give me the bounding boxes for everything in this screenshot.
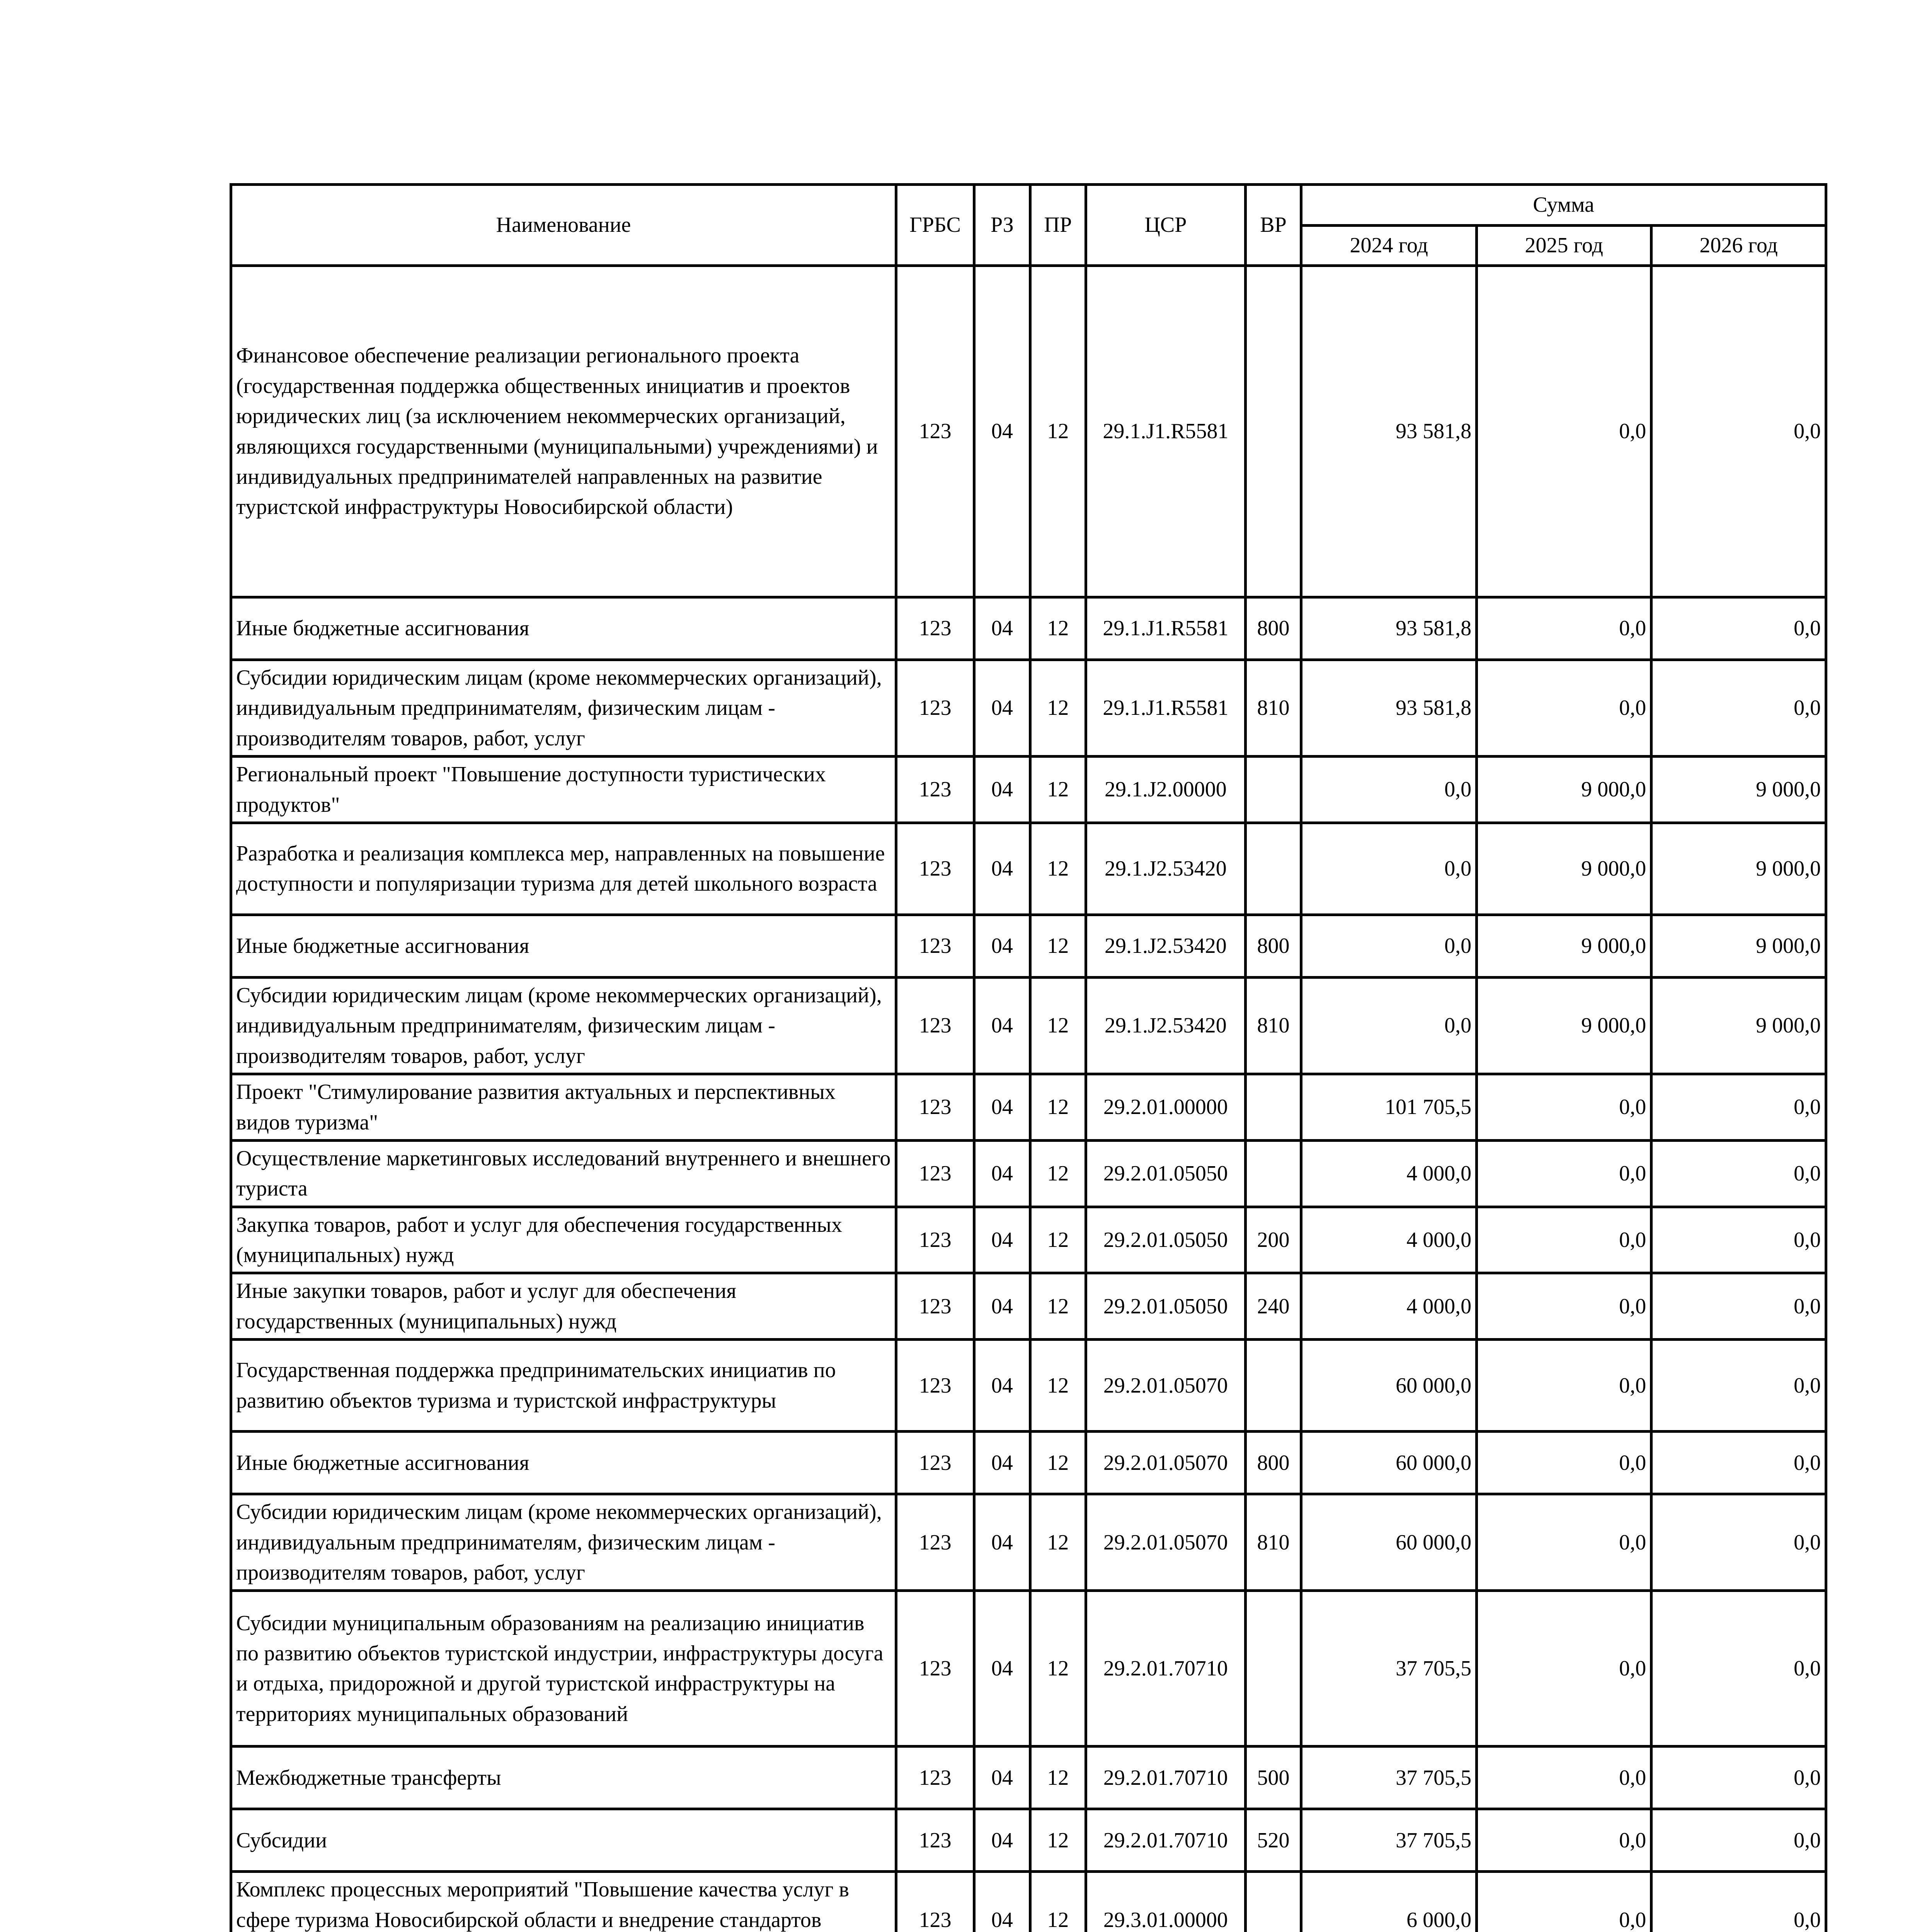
cell-vr	[1245, 757, 1301, 823]
cell-name: Комплекс процессных мероприятий "Повышение качества услуг в сфере туризма Новосибирской области и внедрение стандартов	[231, 1872, 896, 1932]
cell-vr	[1245, 1872, 1301, 1932]
cell-vr: 240	[1245, 1273, 1301, 1340]
cell-2025: 0,0	[1477, 1340, 1651, 1432]
cell-2026: 0,0	[1651, 266, 1826, 597]
cell-csr: 29.1.J2.53420	[1086, 915, 1246, 977]
table-body	[231, 266, 1826, 1932]
header-pr: ПР	[1030, 185, 1086, 266]
cell-vr	[1245, 266, 1301, 597]
table-row	[231, 1340, 1826, 1432]
cell-pr: 12	[1030, 1747, 1086, 1809]
cell-2025: 9 000,0	[1477, 823, 1651, 915]
table-row	[231, 660, 1826, 757]
cell-rz: 04	[974, 597, 1030, 660]
budget-table	[230, 183, 1827, 1932]
cell-rz: 04	[974, 1340, 1030, 1432]
cell-name: Проект "Стимулирование развития актуальных и перспективных видов туризма"	[231, 1074, 896, 1141]
cell-vr: 520	[1245, 1809, 1301, 1872]
header-name: Наименование	[231, 185, 896, 266]
table-row	[231, 1591, 1826, 1747]
cell-name: Субсидии юридическим лицам (кроме некоммерческих организаций), индивидуальным предпринимателям, физическим лицам - производителям товаров, работ, услуг	[231, 977, 896, 1074]
cell-2026: 9 000,0	[1651, 757, 1826, 823]
cell-2024: 4 000,0	[1301, 1140, 1477, 1207]
cell-2024: 37 705,5	[1301, 1809, 1477, 1872]
cell-grbs: 123	[896, 1140, 974, 1207]
cell-2026: 0,0	[1651, 660, 1826, 757]
cell-2024: 60 000,0	[1301, 1340, 1477, 1432]
cell-pr: 12	[1030, 757, 1086, 823]
cell-name: Субсидии юридическим лицам (кроме некоммерческих организаций), индивидуальным предпринимателям, физическим лицам - производителям товаров, работ, услуг	[231, 660, 896, 757]
cell-name: Закупка товаров, работ и услуг для обеспечения государственных (муниципальных) нужд	[231, 1207, 896, 1273]
cell-grbs: 123	[896, 823, 974, 915]
cell-rz: 04	[974, 266, 1030, 597]
table-row	[231, 1074, 1826, 1141]
cell-2024: 93 581,8	[1301, 597, 1477, 660]
table-row	[231, 915, 1826, 977]
cell-name: Иные бюджетные ассигнования	[231, 1432, 896, 1494]
table-row	[231, 266, 1826, 597]
cell-grbs: 123	[896, 1432, 974, 1494]
table-row	[231, 597, 1826, 660]
cell-csr: 29.2.01.70710	[1086, 1747, 1246, 1809]
cell-2025: 0,0	[1477, 1494, 1651, 1591]
cell-csr: 29.2.01.05070	[1086, 1432, 1246, 1494]
table-row	[231, 1809, 1826, 1872]
cell-pr: 12	[1030, 1872, 1086, 1932]
cell-2026: 0,0	[1651, 1207, 1826, 1273]
cell-vr: 800	[1245, 915, 1301, 977]
cell-2026: 0,0	[1651, 1872, 1826, 1932]
cell-2026: 9 000,0	[1651, 977, 1826, 1074]
cell-vr: 810	[1245, 1494, 1301, 1591]
cell-name: Иные закупки товаров, работ и услуг для обеспечения государственных (муниципальных) нужд	[231, 1273, 896, 1340]
header-rz: РЗ	[974, 185, 1030, 266]
cell-grbs: 123	[896, 1747, 974, 1809]
cell-vr	[1245, 1591, 1301, 1747]
cell-grbs: 123	[896, 660, 974, 757]
cell-csr: 29.1.J2.53420	[1086, 823, 1246, 915]
cell-csr: 29.2.01.00000	[1086, 1074, 1246, 1141]
cell-csr: 29.3.01.00000	[1086, 1872, 1246, 1932]
cell-vr: 500	[1245, 1747, 1301, 1809]
cell-grbs: 123	[896, 977, 974, 1074]
cell-rz: 04	[974, 1494, 1030, 1591]
cell-pr: 12	[1030, 1809, 1086, 1872]
cell-2025: 0,0	[1477, 1074, 1651, 1141]
cell-rz: 04	[974, 1207, 1030, 1273]
table-row	[231, 1140, 1826, 1207]
cell-2026: 9 000,0	[1651, 823, 1826, 915]
table-row	[231, 757, 1826, 823]
cell-vr: 810	[1245, 660, 1301, 757]
cell-csr: 29.2.01.05050	[1086, 1207, 1246, 1273]
table-row	[231, 1207, 1826, 1273]
cell-rz: 04	[974, 1809, 1030, 1872]
table-row	[231, 1872, 1826, 1932]
cell-2026: 0,0	[1651, 1747, 1826, 1809]
cell-2025: 9 000,0	[1477, 757, 1651, 823]
cell-2025: 0,0	[1477, 660, 1651, 757]
cell-2025: 0,0	[1477, 266, 1651, 597]
header-grbs: ГРБС	[896, 185, 974, 266]
cell-pr: 12	[1030, 1207, 1086, 1273]
cell-csr: 29.2.01.05070	[1086, 1340, 1246, 1432]
cell-vr	[1245, 1074, 1301, 1141]
cell-name: Государственная поддержка предпринимательских инициатив по развитию объектов туризма и туристской инфраструктуры	[231, 1340, 896, 1432]
cell-2024: 4 000,0	[1301, 1207, 1477, 1273]
cell-pr: 12	[1030, 1591, 1086, 1747]
cell-grbs: 123	[896, 266, 974, 597]
cell-name: Субсидии юридическим лицам (кроме некоммерческих организаций), индивидуальным предпринимателям, физическим лицам - производителям товаров, работ, услуг	[231, 1494, 896, 1591]
cell-csr: 29.2.01.05050	[1086, 1140, 1246, 1207]
cell-2025: 0,0	[1477, 597, 1651, 660]
cell-2026: 0,0	[1651, 1340, 1826, 1432]
cell-2025: 9 000,0	[1477, 915, 1651, 977]
cell-name: Межбюджетные трансферты	[231, 1747, 896, 1809]
header-row-top	[231, 185, 1826, 226]
cell-pr: 12	[1030, 1140, 1086, 1207]
cell-rz: 04	[974, 915, 1030, 977]
cell-pr: 12	[1030, 915, 1086, 977]
cell-rz: 04	[974, 1074, 1030, 1141]
header-year-2026: 2026 год	[1651, 226, 1826, 266]
table-row	[231, 1494, 1826, 1591]
cell-2024: 37 705,5	[1301, 1591, 1477, 1747]
cell-2025: 0,0	[1477, 1207, 1651, 1273]
cell-2024: 37 705,5	[1301, 1747, 1477, 1809]
cell-vr: 800	[1245, 1432, 1301, 1494]
cell-csr: 29.2.01.05050	[1086, 1273, 1246, 1340]
cell-pr: 12	[1030, 823, 1086, 915]
cell-2025: 0,0	[1477, 1591, 1651, 1747]
cell-name: Разработка и реализация комплекса мер, направленных на повышение доступности и популяризации туризма для детей школьного возраста	[231, 823, 896, 915]
cell-2026: 9 000,0	[1651, 915, 1826, 977]
cell-vr: 810	[1245, 977, 1301, 1074]
cell-name: Финансовое обеспечение реализации регионального проекта (государственная поддержка общественных инициатив и проектов юридических лиц (за исключением некоммерческих организаций, являющихся государственными (муниципальными) учреждениями) и индивидуальных предпринимателей направленных на развитие туристской инфраструктуры Новосибирской области)	[231, 266, 896, 597]
cell-2026: 0,0	[1651, 1809, 1826, 1872]
cell-pr: 12	[1030, 1340, 1086, 1432]
cell-csr: 29.1.J1.R5581	[1086, 266, 1246, 597]
cell-csr: 29.2.01.70710	[1086, 1809, 1246, 1872]
cell-2025: 0,0	[1477, 1140, 1651, 1207]
cell-2025: 0,0	[1477, 1872, 1651, 1932]
cell-rz: 04	[974, 660, 1030, 757]
cell-rz: 04	[974, 1872, 1030, 1932]
cell-csr: 29.1.J2.53420	[1086, 977, 1246, 1074]
cell-grbs: 123	[896, 1273, 974, 1340]
cell-2025: 0,0	[1477, 1432, 1651, 1494]
table-row	[231, 823, 1826, 915]
cell-pr: 12	[1030, 1273, 1086, 1340]
cell-grbs: 123	[896, 1207, 974, 1273]
cell-pr: 12	[1030, 597, 1086, 660]
cell-2025: 0,0	[1477, 1747, 1651, 1809]
cell-2026: 0,0	[1651, 1432, 1826, 1494]
cell-2024: 4 000,0	[1301, 1273, 1477, 1340]
cell-name: Осуществление маркетинговых исследований внутреннего и внешнего туриста	[231, 1140, 896, 1207]
cell-2024: 0,0	[1301, 977, 1477, 1074]
cell-vr	[1245, 1140, 1301, 1207]
cell-csr: 29.2.01.05070	[1086, 1494, 1246, 1591]
cell-grbs: 123	[896, 1340, 974, 1432]
cell-grbs: 123	[896, 1591, 974, 1747]
cell-rz: 04	[974, 977, 1030, 1074]
cell-pr: 12	[1030, 660, 1086, 757]
cell-2024: 93 581,8	[1301, 660, 1477, 757]
cell-rz: 04	[974, 1273, 1030, 1340]
cell-pr: 12	[1030, 266, 1086, 597]
cell-2024: 93 581,8	[1301, 266, 1477, 597]
cell-2025: 9 000,0	[1477, 977, 1651, 1074]
cell-2026: 0,0	[1651, 1074, 1826, 1141]
cell-name: Иные бюджетные ассигнования	[231, 915, 896, 977]
cell-2024: 0,0	[1301, 823, 1477, 915]
cell-grbs: 123	[896, 1872, 974, 1932]
table-row	[231, 977, 1826, 1074]
header-csr: ЦСР	[1086, 185, 1246, 266]
cell-vr	[1245, 1340, 1301, 1432]
cell-name: Субсидии муниципальным образованиям на реализацию инициатив по развитию объектов туристской индустрии, инфраструктуры досуга и отдыха, придорожной и другой туристской инфраструктуры на территориях муниципальных образований	[231, 1591, 896, 1747]
cell-2024: 0,0	[1301, 915, 1477, 977]
cell-rz: 04	[974, 1591, 1030, 1747]
cell-2024: 60 000,0	[1301, 1494, 1477, 1591]
cell-grbs: 123	[896, 757, 974, 823]
cell-2025: 0,0	[1477, 1273, 1651, 1340]
cell-2024: 101 705,5	[1301, 1074, 1477, 1141]
table-header	[231, 185, 1826, 266]
cell-2025: 0,0	[1477, 1809, 1651, 1872]
cell-vr: 200	[1245, 1207, 1301, 1273]
cell-csr: 29.2.01.70710	[1086, 1591, 1246, 1747]
table-row	[231, 1747, 1826, 1809]
cell-name: Иные бюджетные ассигнования	[231, 597, 896, 660]
cell-pr: 12	[1030, 1074, 1086, 1141]
cell-2026: 0,0	[1651, 1273, 1826, 1340]
cell-rz: 04	[974, 1747, 1030, 1809]
cell-pr: 12	[1030, 1494, 1086, 1591]
cell-rz: 04	[974, 1140, 1030, 1207]
cell-2026: 0,0	[1651, 597, 1826, 660]
cell-2026: 0,0	[1651, 1494, 1826, 1591]
cell-csr: 29.1.J1.R5581	[1086, 660, 1246, 757]
cell-2024: 6 000,0	[1301, 1872, 1477, 1932]
cell-grbs: 123	[896, 597, 974, 660]
header-sum: Сумма	[1301, 185, 1826, 226]
header-year-2025: 2025 год	[1477, 226, 1651, 266]
header-vr: ВР	[1245, 185, 1301, 266]
header-year-2024: 2024 год	[1301, 226, 1477, 266]
cell-pr: 12	[1030, 977, 1086, 1074]
cell-rz: 04	[974, 823, 1030, 915]
cell-vr	[1245, 823, 1301, 915]
cell-grbs: 123	[896, 1809, 974, 1872]
cell-grbs: 123	[896, 915, 974, 977]
cell-2024: 60 000,0	[1301, 1432, 1477, 1494]
cell-2026: 0,0	[1651, 1140, 1826, 1207]
cell-rz: 04	[974, 1432, 1030, 1494]
cell-grbs: 123	[896, 1494, 974, 1591]
cell-csr: 29.1.J1.R5581	[1086, 597, 1246, 660]
cell-name: Региональный проект "Повышение доступности туристических продуктов"	[231, 757, 896, 823]
cell-vr: 800	[1245, 597, 1301, 660]
cell-rz: 04	[974, 757, 1030, 823]
cell-pr: 12	[1030, 1432, 1086, 1494]
cell-name: Субсидии	[231, 1809, 896, 1872]
cell-csr: 29.1.J2.00000	[1086, 757, 1246, 823]
cell-grbs: 123	[896, 1074, 974, 1141]
table-row	[231, 1432, 1826, 1494]
cell-2024: 0,0	[1301, 757, 1477, 823]
table-row	[231, 1273, 1826, 1340]
cell-2026: 0,0	[1651, 1591, 1826, 1747]
